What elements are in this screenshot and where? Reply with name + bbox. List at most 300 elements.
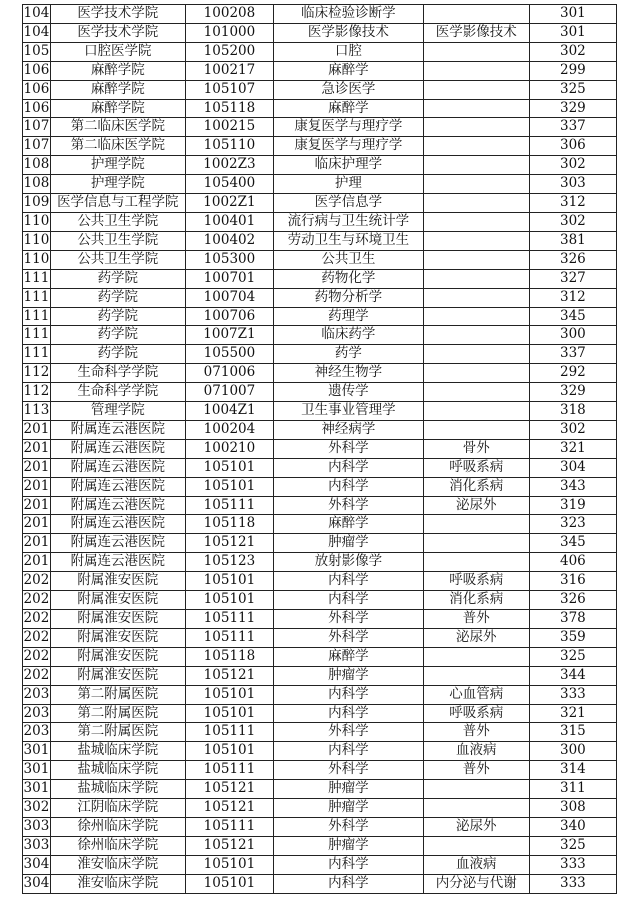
major-name-cell: 外科学 [274, 817, 424, 836]
score-cell: 337 [529, 118, 616, 137]
major-name-cell: 麻醉学 [274, 61, 424, 80]
score-cell: 314 [529, 761, 616, 780]
score-cell: 321 [529, 704, 616, 723]
college-code-cell: 202 [23, 572, 51, 591]
direction-cell [423, 269, 529, 288]
table-row [23, 761, 617, 780]
major-code-cell: 100217 [185, 61, 273, 80]
college-code-cell: 105 [23, 42, 51, 61]
direction-cell [423, 420, 529, 439]
major-name-cell: 内科学 [274, 477, 424, 496]
major-name-cell: 内科学 [274, 591, 424, 610]
score-cell: 311 [529, 780, 616, 799]
college-name-cell: 附属连云港医院 [50, 458, 185, 477]
score-cell: 340 [529, 817, 616, 836]
major-code-cell: 1002Z3 [185, 156, 273, 175]
major-code-cell: 105111 [185, 496, 273, 515]
college-name-cell: 附属淮安医院 [50, 610, 185, 629]
college-code-cell: 202 [23, 666, 51, 685]
table-row [23, 628, 617, 647]
score-cell: 318 [529, 402, 616, 421]
college-code-cell: 113 [23, 402, 51, 421]
major-name-cell: 药物分析学 [274, 288, 424, 307]
table-row [23, 534, 617, 553]
major-name-cell: 流行病与卫生统计学 [274, 212, 424, 231]
table-row [23, 23, 617, 42]
college-code-cell: 303 [23, 817, 51, 836]
major-code-cell: 100402 [185, 231, 273, 250]
direction-cell [423, 799, 529, 818]
college-name-cell: 公共卫生学院 [50, 212, 185, 231]
direction-cell [423, 175, 529, 194]
score-cell: 302 [529, 42, 616, 61]
score-cell: 333 [529, 685, 616, 704]
major-code-cell: 1007Z1 [185, 326, 273, 345]
college-name-cell: 第二临床医学院 [50, 118, 185, 137]
major-code-cell: 100204 [185, 420, 273, 439]
table-row [23, 137, 617, 156]
major-code-cell: 1004Z1 [185, 402, 273, 421]
table-row [23, 194, 617, 213]
direction-cell [423, 307, 529, 326]
score-cell: 333 [529, 855, 616, 874]
college-code-cell: 111 [23, 307, 51, 326]
table-row [23, 269, 617, 288]
major-name-cell: 外科学 [274, 723, 424, 742]
table-row [23, 817, 617, 836]
major-name-cell: 肿瘤学 [274, 534, 424, 553]
direction-cell: 血液病 [423, 742, 529, 761]
score-cell: 304 [529, 458, 616, 477]
college-code-cell: 202 [23, 591, 51, 610]
college-code-cell: 301 [23, 780, 51, 799]
major-name-cell: 外科学 [274, 610, 424, 629]
score-cell: 344 [529, 666, 616, 685]
direction-cell [423, 212, 529, 231]
major-code-cell: 105110 [185, 137, 273, 156]
major-name-cell: 公共卫生 [274, 250, 424, 269]
direction-cell [423, 647, 529, 666]
major-code-cell: 105101 [185, 685, 273, 704]
college-name-cell: 徐州临床学院 [50, 836, 185, 855]
direction-cell [423, 80, 529, 99]
score-cell: 302 [529, 212, 616, 231]
score-cell: 337 [529, 345, 616, 364]
major-code-cell: 105111 [185, 723, 273, 742]
major-name-cell: 外科学 [274, 496, 424, 515]
college-name-cell: 生命科学学院 [50, 364, 185, 383]
direction-cell [423, 780, 529, 799]
table-row [23, 288, 617, 307]
score-cell: 326 [529, 591, 616, 610]
table-row [23, 364, 617, 383]
table-row [23, 402, 617, 421]
table-row [23, 175, 617, 194]
major-code-cell: 105123 [185, 553, 273, 572]
college-code-cell: 106 [23, 61, 51, 80]
direction-cell [423, 250, 529, 269]
college-code-cell: 304 [23, 855, 51, 874]
college-name-cell: 盐城临床学院 [50, 780, 185, 799]
score-cell: 345 [529, 534, 616, 553]
score-cell: 325 [529, 836, 616, 855]
table-row [23, 723, 617, 742]
table-row [23, 742, 617, 761]
major-name-cell: 外科学 [274, 628, 424, 647]
score-cell: 316 [529, 572, 616, 591]
score-cell: 292 [529, 364, 616, 383]
college-code-cell: 104 [23, 23, 51, 42]
score-cell: 299 [529, 61, 616, 80]
direction-cell: 消化系病 [423, 477, 529, 496]
table-row [23, 345, 617, 364]
college-name-cell: 附属连云港医院 [50, 420, 185, 439]
direction-cell [423, 288, 529, 307]
score-cell: 359 [529, 628, 616, 647]
direction-cell: 普外 [423, 723, 529, 742]
direction-cell: 内分泌与代谢 [423, 874, 529, 893]
direction-cell [423, 383, 529, 402]
table-row [23, 383, 617, 402]
major-code-cell: 105101 [185, 477, 273, 496]
table-row [23, 5, 617, 24]
table-row [23, 420, 617, 439]
score-cell: 300 [529, 742, 616, 761]
direction-cell [423, 231, 529, 250]
table-row [23, 212, 617, 231]
college-name-cell: 护理学院 [50, 156, 185, 175]
score-cell: 301 [529, 23, 616, 42]
direction-cell: 心血管病 [423, 685, 529, 704]
direction-cell [423, 345, 529, 364]
direction-cell: 医学影像技术 [423, 23, 529, 42]
major-name-cell: 麻醉学 [274, 515, 424, 534]
major-name-cell: 神经生物学 [274, 364, 424, 383]
major-code-cell: 100215 [185, 118, 273, 137]
major-name-cell: 临床护理学 [274, 156, 424, 175]
college-code-cell: 301 [23, 742, 51, 761]
college-name-cell: 附属连云港医院 [50, 515, 185, 534]
major-code-cell: 105111 [185, 761, 273, 780]
college-code-cell: 201 [23, 534, 51, 553]
score-cell: 303 [529, 175, 616, 194]
table-row [23, 99, 617, 118]
direction-cell [423, 61, 529, 80]
score-cell: 306 [529, 137, 616, 156]
score-cell: 406 [529, 553, 616, 572]
college-code-cell: 303 [23, 836, 51, 855]
major-name-cell: 肿瘤学 [274, 780, 424, 799]
direction-cell [423, 553, 529, 572]
major-name-cell: 肿瘤学 [274, 799, 424, 818]
table-row [23, 156, 617, 175]
major-code-cell: 105400 [185, 175, 273, 194]
major-code-cell: 105107 [185, 80, 273, 99]
direction-cell: 普外 [423, 761, 529, 780]
score-cell: 308 [529, 799, 616, 818]
major-name-cell: 内科学 [274, 458, 424, 477]
college-name-cell: 第二附属医院 [50, 723, 185, 742]
college-name-cell: 徐州临床学院 [50, 817, 185, 836]
college-code-cell: 110 [23, 231, 51, 250]
college-name-cell: 医学信息与工程学院 [50, 194, 185, 213]
college-name-cell: 淮安临床学院 [50, 855, 185, 874]
major-code-cell: 105111 [185, 817, 273, 836]
table-row [23, 42, 617, 61]
major-name-cell: 内科学 [274, 855, 424, 874]
direction-cell [423, 402, 529, 421]
score-cell: 323 [529, 515, 616, 534]
major-name-cell: 内科学 [274, 742, 424, 761]
direction-cell [423, 515, 529, 534]
table-row [23, 118, 617, 137]
score-cell: 326 [529, 250, 616, 269]
major-name-cell: 卫生事业管理学 [274, 402, 424, 421]
major-name-cell: 康复医学与理疗学 [274, 137, 424, 156]
table-row [23, 61, 617, 80]
score-cell: 319 [529, 496, 616, 515]
college-name-cell: 药学院 [50, 345, 185, 364]
score-cell: 343 [529, 477, 616, 496]
score-cell: 301 [529, 5, 616, 24]
table-row [23, 647, 617, 666]
table-row [23, 855, 617, 874]
direction-cell [423, 364, 529, 383]
major-name-cell: 药理学 [274, 307, 424, 326]
direction-cell: 呼吸系病 [423, 572, 529, 591]
college-code-cell: 112 [23, 364, 51, 383]
table-row [23, 231, 617, 250]
major-name-cell: 放射影像学 [274, 553, 424, 572]
college-name-cell: 附属淮安医院 [50, 591, 185, 610]
table-row [23, 515, 617, 534]
college-name-cell: 附属连云港医院 [50, 553, 185, 572]
college-code-cell: 107 [23, 137, 51, 156]
college-code-cell: 203 [23, 704, 51, 723]
college-code-cell: 106 [23, 80, 51, 99]
major-code-cell: 100401 [185, 212, 273, 231]
college-name-cell: 生命科学学院 [50, 383, 185, 402]
table-row [23, 477, 617, 496]
major-code-cell: 100704 [185, 288, 273, 307]
college-name-cell: 药学院 [50, 326, 185, 345]
major-name-cell: 神经病学 [274, 420, 424, 439]
major-code-cell: 105101 [185, 874, 273, 893]
college-name-cell: 麻醉学院 [50, 99, 185, 118]
major-name-cell: 劳动卫生与环境卫生 [274, 231, 424, 250]
college-name-cell: 盐城临床学院 [50, 761, 185, 780]
major-code-cell: 105118 [185, 647, 273, 666]
table-row [23, 496, 617, 515]
college-code-cell: 202 [23, 628, 51, 647]
college-name-cell: 附属淮安医院 [50, 628, 185, 647]
direction-cell: 普外 [423, 610, 529, 629]
college-code-cell: 112 [23, 383, 51, 402]
major-name-cell: 康复医学与理疗学 [274, 118, 424, 137]
major-code-cell: 100701 [185, 269, 273, 288]
college-name-cell: 附属连云港医院 [50, 534, 185, 553]
table-row [23, 666, 617, 685]
score-cell: 378 [529, 610, 616, 629]
direction-cell: 呼吸系病 [423, 704, 529, 723]
major-name-cell: 外科学 [274, 439, 424, 458]
college-name-cell: 附属淮安医院 [50, 647, 185, 666]
direction-cell [423, 118, 529, 137]
table-row [23, 799, 617, 818]
table-row [23, 704, 617, 723]
college-code-cell: 304 [23, 874, 51, 893]
major-code-cell: 105121 [185, 780, 273, 799]
direction-cell [423, 99, 529, 118]
college-name-cell: 麻醉学院 [50, 61, 185, 80]
major-code-cell: 100210 [185, 439, 273, 458]
major-name-cell: 急诊医学 [274, 80, 424, 99]
college-name-cell: 药学院 [50, 269, 185, 288]
major-code-cell: 105200 [185, 42, 273, 61]
major-name-cell: 临床药学 [274, 326, 424, 345]
major-name-cell: 肿瘤学 [274, 836, 424, 855]
table-row [23, 439, 617, 458]
major-code-cell: 105111 [185, 610, 273, 629]
major-name-cell: 内科学 [274, 572, 424, 591]
college-name-cell: 第二附属医院 [50, 704, 185, 723]
college-name-cell: 医学技术学院 [50, 5, 185, 24]
table-row [23, 836, 617, 855]
score-cell: 325 [529, 647, 616, 666]
direction-cell: 泌尿外 [423, 817, 529, 836]
college-name-cell: 附属淮安医院 [50, 572, 185, 591]
direction-cell: 呼吸系病 [423, 458, 529, 477]
college-name-cell: 附属淮安医院 [50, 666, 185, 685]
direction-cell: 泌尿外 [423, 496, 529, 515]
score-cell: 345 [529, 307, 616, 326]
direction-cell [423, 42, 529, 61]
major-name-cell: 肿瘤学 [274, 666, 424, 685]
direction-cell: 消化系病 [423, 591, 529, 610]
college-code-cell: 201 [23, 458, 51, 477]
college-code-cell: 110 [23, 212, 51, 231]
major-name-cell: 内科学 [274, 874, 424, 893]
table-row [23, 326, 617, 345]
table-row [23, 874, 617, 893]
major-code-cell: 105101 [185, 855, 273, 874]
college-name-cell: 盐城临床学院 [50, 742, 185, 761]
major-code-cell: 105111 [185, 628, 273, 647]
direction-cell [423, 326, 529, 345]
major-name-cell: 内科学 [274, 685, 424, 704]
table-row [23, 610, 617, 629]
college-code-cell: 201 [23, 439, 51, 458]
major-name-cell: 药物化学 [274, 269, 424, 288]
major-code-cell: 100706 [185, 307, 273, 326]
table-row [23, 553, 617, 572]
major-name-cell: 麻醉学 [274, 647, 424, 666]
college-code-cell: 104 [23, 5, 51, 24]
table-row [23, 572, 617, 591]
major-code-cell: 105101 [185, 572, 273, 591]
major-code-cell: 100208 [185, 5, 273, 24]
college-code-cell: 201 [23, 496, 51, 515]
table-row [23, 685, 617, 704]
score-cell: 381 [529, 231, 616, 250]
score-cell: 302 [529, 420, 616, 439]
table-row [23, 780, 617, 799]
direction-cell [423, 836, 529, 855]
score-cell: 333 [529, 874, 616, 893]
table-row [23, 307, 617, 326]
major-name-cell: 口腔 [274, 42, 424, 61]
college-code-cell: 111 [23, 326, 51, 345]
direction-cell [423, 534, 529, 553]
college-name-cell: 口腔医学院 [50, 42, 185, 61]
major-code-cell: 105121 [185, 799, 273, 818]
major-name-cell: 麻醉学 [274, 99, 424, 118]
college-code-cell: 302 [23, 799, 51, 818]
table-row [23, 80, 617, 99]
major-name-cell: 医学影像技术 [274, 23, 424, 42]
major-code-cell: 105101 [185, 458, 273, 477]
college-code-cell: 201 [23, 477, 51, 496]
direction-cell [423, 156, 529, 175]
college-code-cell: 202 [23, 647, 51, 666]
college-code-cell: 108 [23, 175, 51, 194]
major-name-cell: 外科学 [274, 761, 424, 780]
major-code-cell: 105118 [185, 99, 273, 118]
college-code-cell: 111 [23, 345, 51, 364]
college-code-cell: 203 [23, 685, 51, 704]
direction-cell: 泌尿外 [423, 628, 529, 647]
score-cell: 329 [529, 383, 616, 402]
score-cell: 302 [529, 156, 616, 175]
college-name-cell: 第二临床医学院 [50, 137, 185, 156]
major-code-cell: 105118 [185, 515, 273, 534]
college-code-cell: 201 [23, 515, 51, 534]
college-code-cell: 110 [23, 250, 51, 269]
major-name-cell: 护理 [274, 175, 424, 194]
score-cell: 312 [529, 194, 616, 213]
table-row [23, 591, 617, 610]
major-code-cell: 105300 [185, 250, 273, 269]
college-name-cell: 附属连云港医院 [50, 496, 185, 515]
major-code-cell: 105121 [185, 534, 273, 553]
direction-cell: 血液病 [423, 855, 529, 874]
table-row [23, 458, 617, 477]
college-name-cell: 公共卫生学院 [50, 231, 185, 250]
major-code-cell: 1002Z1 [185, 194, 273, 213]
table-row [23, 250, 617, 269]
direction-cell [423, 137, 529, 156]
major-code-cell: 105101 [185, 742, 273, 761]
major-code-cell: 071006 [185, 364, 273, 383]
college-name-cell: 江阴临床学院 [50, 799, 185, 818]
college-code-cell: 107 [23, 118, 51, 137]
college-name-cell: 药学院 [50, 307, 185, 326]
major-code-cell: 071007 [185, 383, 273, 402]
college-name-cell: 淮安临床学院 [50, 874, 185, 893]
college-code-cell: 201 [23, 420, 51, 439]
direction-cell [423, 194, 529, 213]
college-code-cell: 106 [23, 99, 51, 118]
score-cell: 321 [529, 439, 616, 458]
college-code-cell: 201 [23, 553, 51, 572]
college-name-cell: 管理学院 [50, 402, 185, 421]
college-code-cell: 203 [23, 723, 51, 742]
college-name-cell: 第二附属医院 [50, 685, 185, 704]
college-code-cell: 202 [23, 610, 51, 629]
major-name-cell: 药学 [274, 345, 424, 364]
major-code-cell: 105500 [185, 345, 273, 364]
college-name-cell: 附属连云港医院 [50, 477, 185, 496]
